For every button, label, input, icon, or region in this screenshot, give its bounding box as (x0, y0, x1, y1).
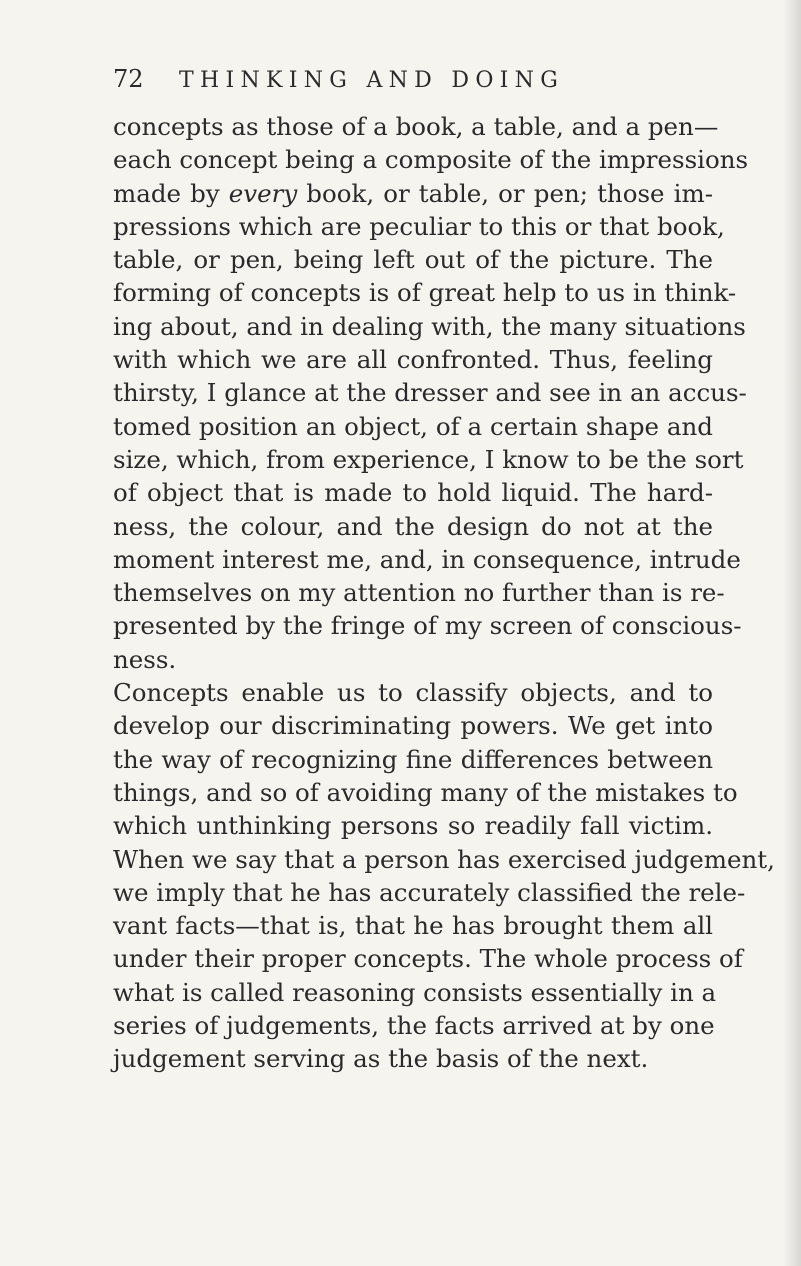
text-line-end: book, or table, or pen; those im- (297, 178, 713, 208)
page-edge-shadow (783, 0, 801, 1266)
text-line-start: made by (113, 178, 229, 208)
page-number: 72 (113, 65, 144, 93)
text-line: presented by the fringe of my screen of conscious- (113, 611, 742, 641)
text-line: under their proper concepts. The whole process of (113, 944, 743, 974)
text-line: moment interest me, and, in consequence, intrude (113, 544, 741, 574)
text-line: the way of recognizing fine differences between (113, 744, 713, 774)
paragraph-end-line: judgement serving as the basis of the next. (113, 1044, 649, 1074)
paragraph-start-line: Concepts enable us to classify objects, and to (113, 678, 713, 708)
text-line: ing about, and in dealing with, the many situations (113, 311, 746, 341)
text-line: things, and so of avoiding many of the mistakes to (113, 777, 738, 807)
text-line: vant facts—that is, that he has brought them all (113, 911, 713, 941)
text-line: which unthinking persons so readily fall victim. (113, 811, 713, 841)
text-line: develop our discriminating powers. We get into (113, 711, 713, 741)
text-line: of object that is made to hold liquid. The hard- (113, 478, 713, 508)
text-line-with-emphasis (113, 177, 713, 210)
emphasized-word: every (228, 178, 298, 208)
running-head: THINKING AND DOING (179, 68, 565, 93)
text-line: ness, the colour, and the design do not at the (113, 511, 713, 541)
text-line: we imply that he has accurately classified the rele- (113, 877, 746, 907)
text-line: thirsty, I glance at the dresser and see in an accus- (113, 378, 747, 408)
text-line: what is called reasoning consists essentially in a (113, 977, 717, 1007)
paragraph-end-line: ness. (113, 644, 177, 674)
text-line: themselves on my attention no further than is re- (113, 578, 725, 608)
text-line: size, which, from experience, I know to be the sort (113, 444, 744, 474)
text-line: tomed position an object, of a certain shape and (113, 411, 713, 441)
text-line: When we say that a person has exercised judgement, (113, 844, 775, 874)
text-line: concepts as those of a book, a table, and a pen— (113, 112, 719, 141)
text-line: with which we are all confronted. Thus, feeling (113, 345, 713, 375)
text-line: pressions which are peculiar to this or that book, (113, 211, 725, 241)
text-line: table, or pen, being left out of the picture. The (113, 245, 713, 275)
text-line: series of judgements, the facts arrived at by one (113, 1011, 715, 1041)
text-line: each concept being a composite of the impressions (113, 145, 749, 175)
text-line: forming of concepts is of great help to us in think- (113, 278, 737, 308)
page-header (113, 62, 713, 96)
body-text (113, 110, 775, 1076)
